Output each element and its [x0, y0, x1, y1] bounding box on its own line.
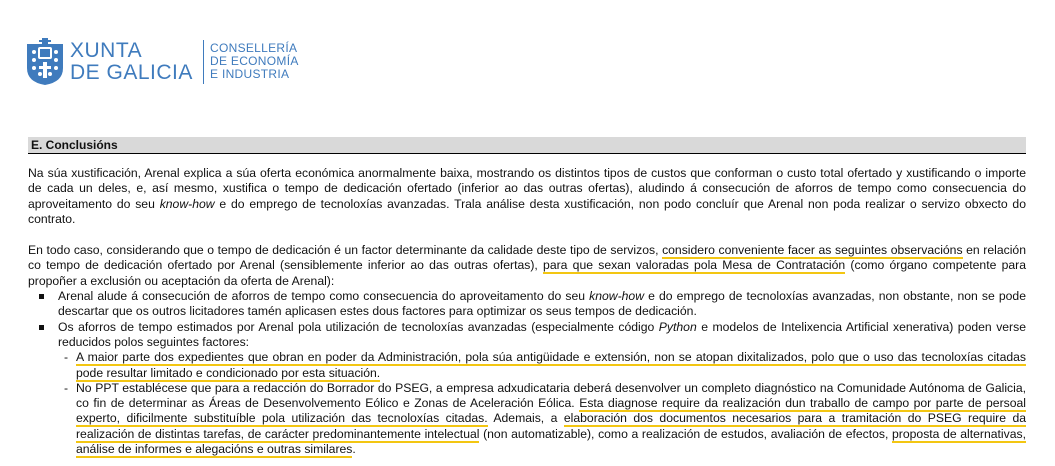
department-line-2: DE ECONOMÍA	[210, 54, 299, 68]
paragraph-1-text-end: e do emprego de tecnoloxías avanzadas. Trala análise desta xustificación, non podo concluír que Arenal non poda realizar o servizo obxecto do contrato.	[28, 196, 1026, 226]
org-name-line-2: DE GALICIA	[70, 61, 193, 84]
paragraph-1	[28, 166, 1026, 227]
paragraph-1-know-how: know-how	[159, 196, 215, 211]
paragraph-2-text-middle: en relación co tempo de dedicación ofertado por Arenal (sensiblemente inferior ao das outras ofertas),	[28, 243, 1026, 273]
department-name	[210, 42, 299, 81]
highlight-expedientes: A maior parte dos expedientes que obran en poder da Administración, pola súa antigüidade e extensión, non se atopan dixitalizados, polo que o uso das tecnoloxías citadas pode resultar limitado e condicionado por esta situación.	[76, 350, 1026, 380]
dash-2-text-ademais: Ademais, a	[487, 411, 564, 426]
highlight-diagnose: Esta diagnose require da realización dun traballo de campo por parte de persoal experto, dificilmente substituíble pola utilización das tecnoloxías citadas.	[76, 396, 1027, 426]
section-title: E. Conclusións	[31, 138, 118, 152]
highlight-observations: considero conveniente facer as seguintes observacións	[662, 243, 963, 258]
dash-2-text-middle: (non automatizable), como a realización de estudos, avaliación de efectos,	[479, 426, 893, 441]
document-body	[28, 166, 1026, 457]
bullet-1-text: Arenal alude á consecución de aforros de tempo como consecuencia do aproveitamento do seu	[58, 289, 590, 304]
bullet-item-2	[28, 320, 1026, 458]
bullet-2-python: Python	[658, 319, 697, 334]
paragraph-2	[28, 243, 1026, 289]
galicia-coat-of-arms-icon	[25, 38, 65, 86]
header-divider	[203, 40, 204, 84]
department-line-1: CONSELLERÍA	[210, 41, 298, 55]
highlight-proposta: proposta de alternativas, análise de informes e alegacións e outras similares	[76, 426, 1026, 457]
bullet-2-text: Os aforros de tempo estimados por Arenal pola utilización de tecnoloxías avanzadas (especialmente código	[58, 319, 659, 334]
dash-item-2	[58, 381, 1026, 457]
dash-list	[58, 350, 1026, 457]
highlight-mesa-contratacion: para que sexan valoradas pola Mesa de Contratación	[543, 258, 846, 273]
bullet-list	[28, 289, 1026, 457]
dash-2-text: No PPT establécese que para a redacción do Borrador do PSEG, a empresa adxudicataria deberá desenvolver un completo diagnóstico na Comunidade Autónoma de Galicia, co fin de determinar as Áreas de Desenvolvemento Eólico e Zonas de Aceleración Eólica.	[76, 380, 1026, 411]
paragraph-2-text-end: (como órgano competente para propoñer a exclusión ou aceptación da oferta de Arenal):	[28, 258, 1026, 288]
section-heading-bar	[28, 137, 1026, 154]
org-name-line-1: XUNTA	[70, 39, 143, 62]
paragraph-2-text: En todo caso, considerando que o tempo de dedicación é un factor determinante da calidade deste tipo de servizos,	[28, 243, 663, 258]
dash-item-1	[58, 350, 1026, 381]
bullet-1-know-how: know-how	[589, 289, 645, 304]
dash-2-text-end: .	[352, 442, 356, 457]
department-line-3: E INDUSTRIA	[210, 67, 290, 81]
org-name	[70, 40, 193, 84]
bullet-1-text-end: e do emprego de tecnoloxías avanzadas, non obstante, non se pode descartar que os outros licitadores tamén aplicasen estes dous factores para optimizar os seus tempos de dedicación.	[58, 289, 1026, 319]
paragraph-1-text: Na súa xustificación, Arenal explica a súa oferta económica anormalmente baixa, mostrando os distintos tipos de custos que conforman o custo total ofertado y xustificando o importe de cada un deles, e, así mesmo, xustifica o tempo de dedicación ofertado (inferior ao das outras ofertas), aludindo á consecución de aforros de tempo como consecuencia do aproveitamento do seu	[28, 166, 1026, 211]
highlight-elaboracion: elaboración dos documentos necesarios para a tramitación do PSEG require da realización de distintas tarefas, de carácter predominantemente intelectual	[76, 411, 1026, 441]
bullet-2-text-end: e modelos de Intelixencia Artificial xenerativa) poden verse reducidos polos seguintes factores:	[58, 319, 1026, 349]
bullet-item-1	[28, 289, 1026, 320]
